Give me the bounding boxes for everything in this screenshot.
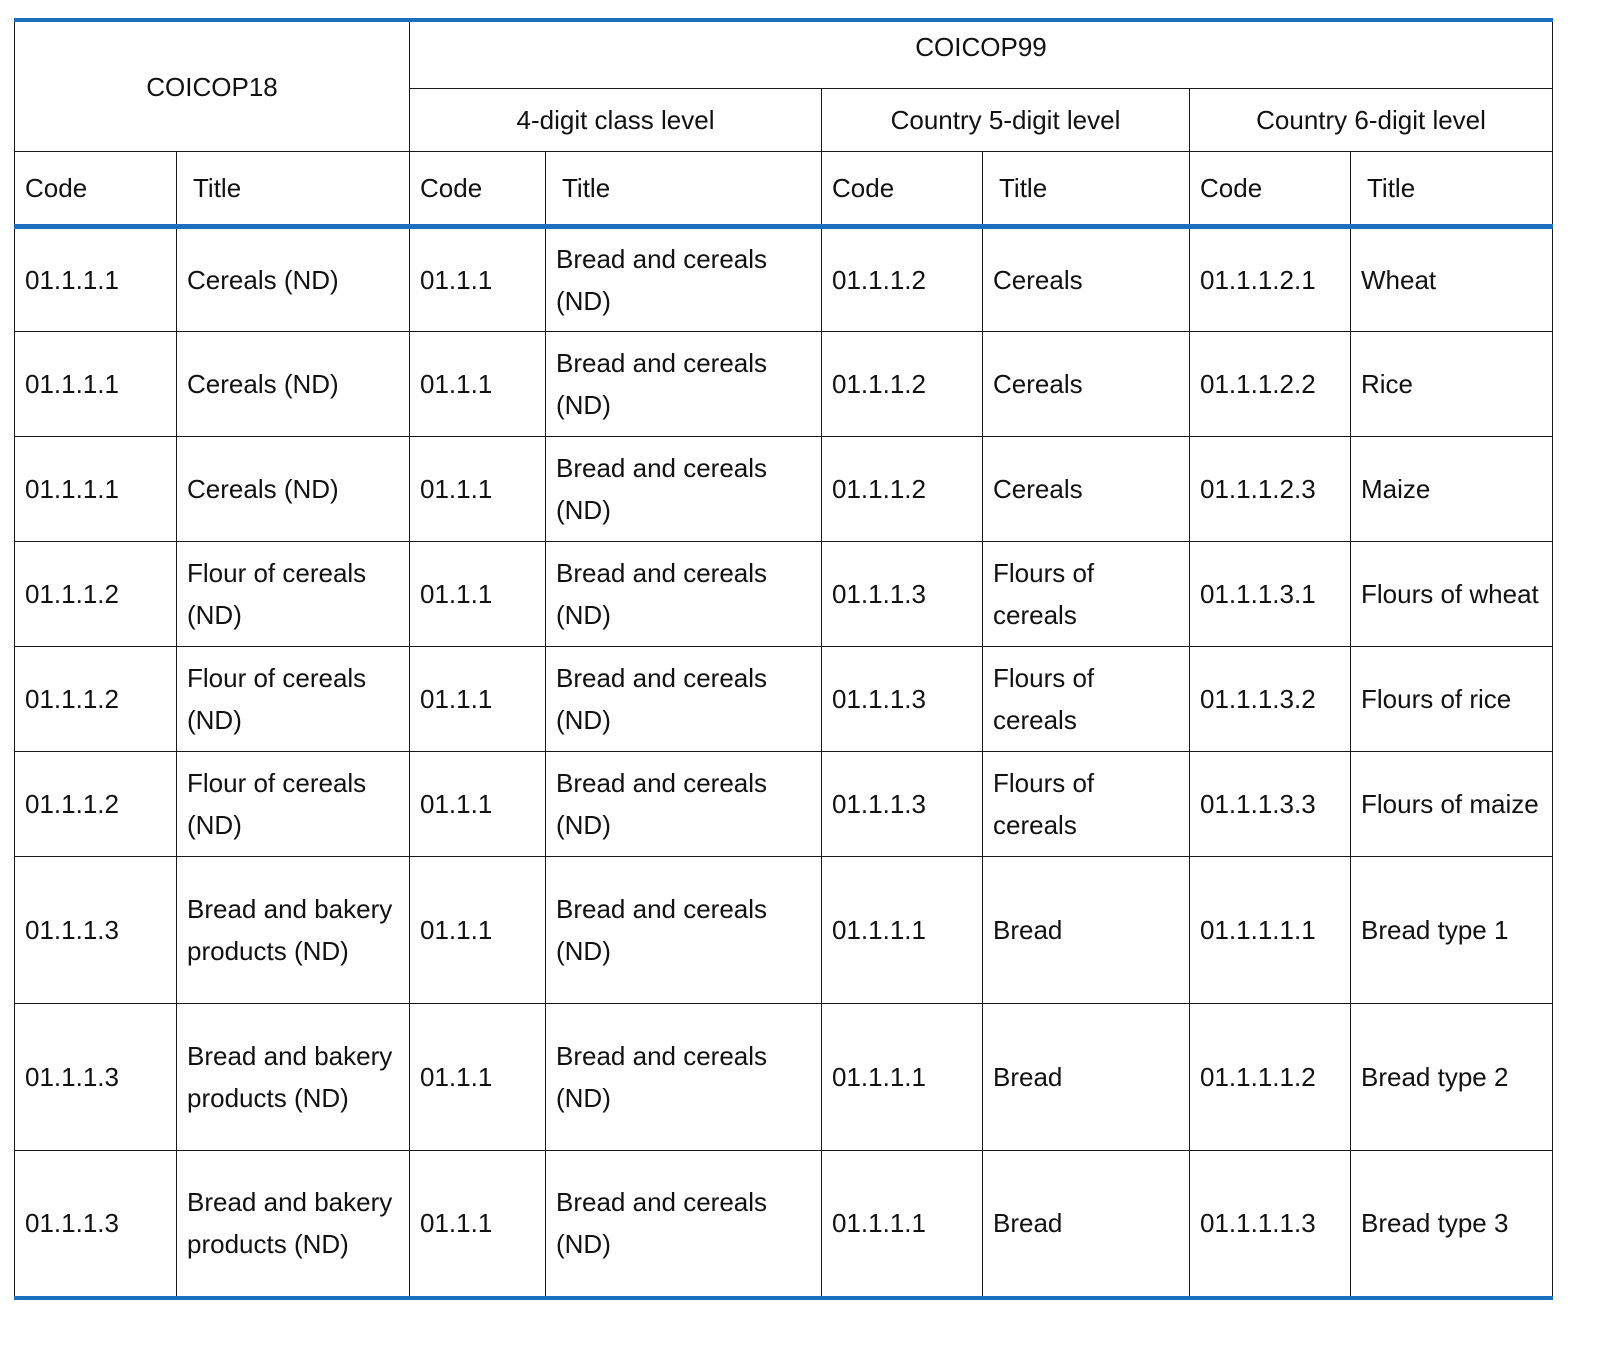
- class-4digit-title-cell: Bread and cereals (ND): [546, 752, 822, 857]
- class-4digit-title-cell: Bread and cereals (ND): [546, 227, 822, 332]
- column-header-code: Code: [410, 152, 546, 227]
- coicop18-title-cell: Flour of cereals (ND): [177, 752, 410, 857]
- coicop18-code-cell: 01.1.1.3: [15, 1151, 177, 1298]
- column-header-title: Title: [1351, 152, 1553, 227]
- class-4digit-code-cell: 01.1.1: [410, 332, 546, 437]
- country-6digit-title-cell: Bread type 1: [1351, 857, 1553, 1004]
- country-6digit-title-cell: Bread type 2: [1351, 1004, 1553, 1151]
- country-6digit-code-cell: 01.1.1.3.3: [1190, 752, 1351, 857]
- country-5digit-code-cell: 01.1.1.2: [822, 332, 983, 437]
- country-5digit-title-cell: Bread: [983, 1151, 1190, 1298]
- table-row: [15, 752, 1553, 857]
- country-6digit-code-cell: 01.1.1.2.1: [1190, 227, 1351, 332]
- table-row: [15, 1004, 1553, 1151]
- country-5digit-title-cell: Flours of cereals: [983, 542, 1190, 647]
- class-4digit-title-cell: Bread and cereals (ND): [546, 1151, 822, 1298]
- country-5digit-code-cell: 01.1.1.2: [822, 437, 983, 542]
- column-header-code: Code: [1190, 152, 1351, 227]
- country-5digit-code-cell: 01.1.1.3: [822, 647, 983, 752]
- country-5digit-title-cell: Cereals: [983, 227, 1190, 332]
- class-4digit-code-cell: 01.1.1: [410, 1004, 546, 1151]
- table-row: [15, 1151, 1553, 1298]
- class-4digit-code-cell: 01.1.1: [410, 647, 546, 752]
- table-body: [15, 227, 1553, 1298]
- country-6digit-title-cell: Flours of wheat: [1351, 542, 1553, 647]
- table-row: [15, 227, 1553, 332]
- class-4digit-title-cell: Bread and cereals (ND): [546, 647, 822, 752]
- country-6digit-title-cell: Bread type 3: [1351, 1151, 1553, 1298]
- header-level-5digit: Country 5-digit level: [822, 89, 1190, 152]
- country-5digit-code-cell: 01.1.1.3: [822, 752, 983, 857]
- class-4digit-code-cell: 01.1.1: [410, 437, 546, 542]
- class-4digit-code-cell: 01.1.1: [410, 1151, 546, 1298]
- country-5digit-code-cell: 01.1.1.1: [822, 1151, 983, 1298]
- coicop18-code-cell: 01.1.1.1: [15, 437, 177, 542]
- country-5digit-title-cell: Flours of cereals: [983, 647, 1190, 752]
- column-header-title: Title: [983, 152, 1190, 227]
- table-row: [15, 542, 1553, 647]
- header-level-6digit: Country 6-digit level: [1190, 89, 1553, 152]
- country-5digit-title-cell: Flours of cereals: [983, 752, 1190, 857]
- coicop18-code-cell: 01.1.1.3: [15, 1004, 177, 1151]
- country-5digit-title-cell: Cereals: [983, 332, 1190, 437]
- header-coicop18: COICOP18: [15, 20, 410, 152]
- column-header-code: Code: [822, 152, 983, 227]
- coicop18-code-cell: 01.1.1.2: [15, 542, 177, 647]
- class-4digit-code-cell: 01.1.1: [410, 857, 546, 1004]
- country-6digit-title-cell: Maize: [1351, 437, 1553, 542]
- class-4digit-code-cell: 01.1.1: [410, 542, 546, 647]
- country-5digit-title-cell: Bread: [983, 1004, 1190, 1151]
- class-4digit-code-cell: 01.1.1: [410, 752, 546, 857]
- coicop18-title-cell: Cereals (ND): [177, 332, 410, 437]
- coicop18-code-cell: 01.1.1.1: [15, 227, 177, 332]
- country-6digit-code-cell: 01.1.1.1.2: [1190, 1004, 1351, 1151]
- country-5digit-code-cell: 01.1.1.1: [822, 1004, 983, 1151]
- country-6digit-title-cell: Flours of rice: [1351, 647, 1553, 752]
- table-row: [15, 647, 1553, 752]
- country-5digit-title-cell: Cereals: [983, 437, 1190, 542]
- column-header-title: Title: [546, 152, 822, 227]
- class-4digit-title-cell: Bread and cereals (ND): [546, 542, 822, 647]
- coicop18-code-cell: 01.1.1.3: [15, 857, 177, 1004]
- coicop18-title-cell: Bread and bakery products (ND): [177, 1151, 410, 1298]
- coicop18-code-cell: 01.1.1.1: [15, 332, 177, 437]
- country-6digit-title-cell: Wheat: [1351, 227, 1553, 332]
- country-6digit-title-cell: Rice: [1351, 332, 1553, 437]
- coicop18-title-cell: Flour of cereals (ND): [177, 542, 410, 647]
- class-4digit-title-cell: Bread and cereals (ND): [546, 437, 822, 542]
- table-row: [15, 332, 1553, 437]
- coicop18-code-cell: 01.1.1.2: [15, 647, 177, 752]
- country-6digit-code-cell: 01.1.1.2.2: [1190, 332, 1351, 437]
- country-6digit-code-cell: 01.1.1.1.1: [1190, 857, 1351, 1004]
- coicop18-title-cell: Cereals (ND): [177, 437, 410, 542]
- coicop18-title-cell: Cereals (ND): [177, 227, 410, 332]
- header-coicop99: COICOP99: [410, 20, 1553, 89]
- column-header-title: Title: [177, 152, 410, 227]
- coicop18-code-cell: 01.1.1.2: [15, 752, 177, 857]
- coicop18-title-cell: Flour of cereals (ND): [177, 647, 410, 752]
- coicop-correspondence-table-container: [14, 18, 1552, 1300]
- class-4digit-title-cell: Bread and cereals (ND): [546, 857, 822, 1004]
- class-4digit-title-cell: Bread and cereals (ND): [546, 332, 822, 437]
- country-6digit-code-cell: 01.1.1.1.3: [1190, 1151, 1351, 1298]
- coicop18-title-cell: Bread and bakery products (ND): [177, 857, 410, 1004]
- country-5digit-title-cell: Bread: [983, 857, 1190, 1004]
- coicop-correspondence-table: [14, 18, 1553, 1300]
- country-6digit-title-cell: Flours of maize: [1351, 752, 1553, 857]
- country-6digit-code-cell: 01.1.1.3.2: [1190, 647, 1351, 752]
- country-5digit-code-cell: 01.1.1.3: [822, 542, 983, 647]
- country-6digit-code-cell: 01.1.1.2.3: [1190, 437, 1351, 542]
- class-4digit-title-cell: Bread and cereals (ND): [546, 1004, 822, 1151]
- class-4digit-code-cell: 01.1.1: [410, 227, 546, 332]
- country-5digit-code-cell: 01.1.1.2: [822, 227, 983, 332]
- table-row: [15, 857, 1553, 1004]
- country-6digit-code-cell: 01.1.1.3.1: [1190, 542, 1351, 647]
- country-5digit-code-cell: 01.1.1.1: [822, 857, 983, 1004]
- header-level-4digit: 4-digit class level: [410, 89, 822, 152]
- table-row: [15, 437, 1553, 542]
- column-header-code: Code: [15, 152, 177, 227]
- coicop18-title-cell: Bread and bakery products (ND): [177, 1004, 410, 1151]
